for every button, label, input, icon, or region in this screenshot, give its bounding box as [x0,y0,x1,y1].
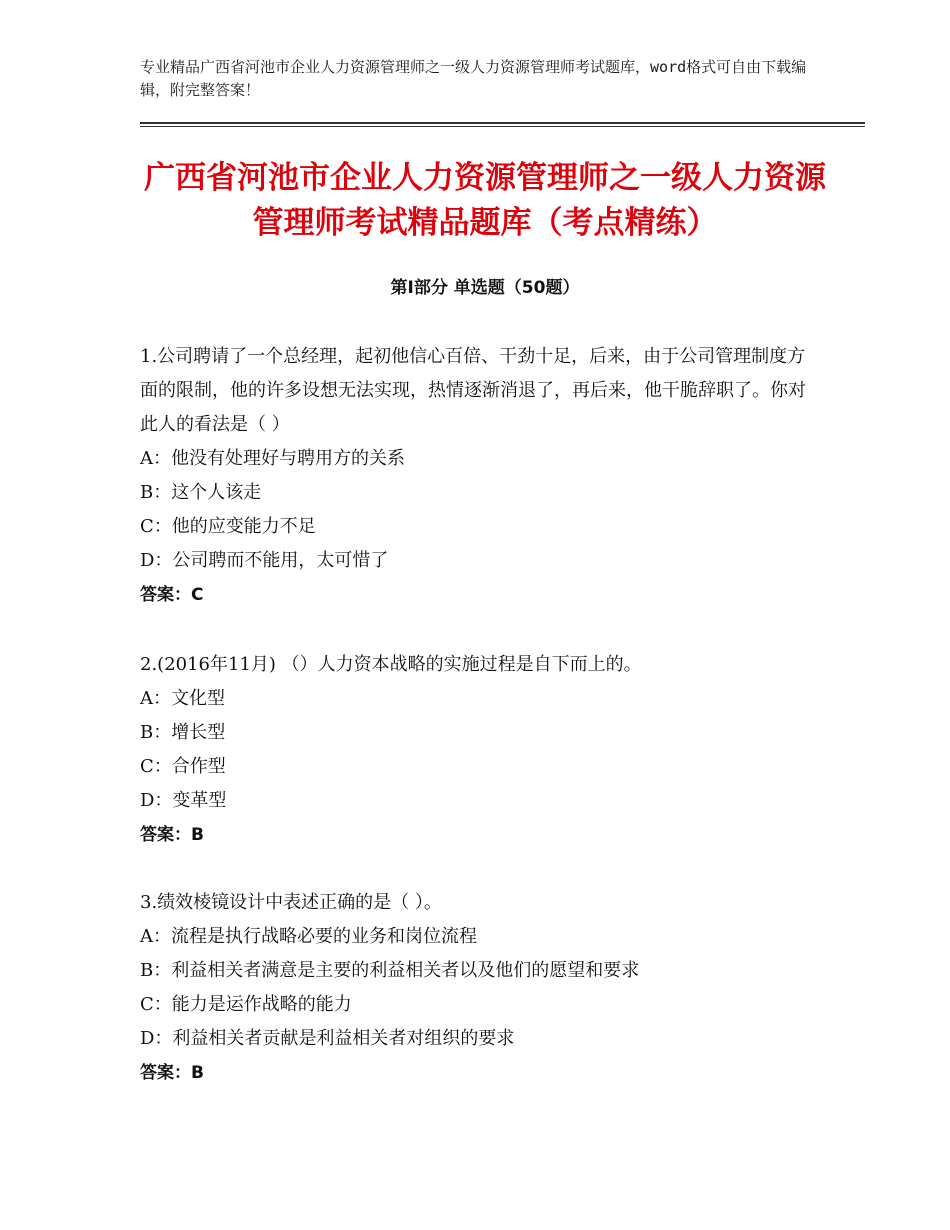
answer-label: 答案：B [140,825,204,845]
document-title: 广西省河池市企业人力资源管理师之一级人力资源管理师考试精品题库（考点精练） [144,160,826,241]
question-stem: 3.绩效棱镜设计中表述正确的是（ ）。 [140,892,442,913]
question-stem: 1.公司聘请了一个总经理，起初他信心百倍、干劲十足，后来，由于公司管理制度方面的限制，他的许多设想无法实现，热情逐渐消退了，再后来，他干脆辞职了。你对此人的看法是（ ） [140,346,806,435]
section-title: 第Ⅰ部分 单选题（50题） [390,278,580,298]
question-1 [140,340,820,612]
option-d: D：变革型 [140,790,227,811]
question-stem: 2.(2016年11月) （）人力资本战略的实施过程是自下而上的。 [140,654,642,675]
option-b: B：增长型 [140,722,226,743]
question-2 [140,648,820,852]
header-divider [140,122,865,124]
option-a: A：文化型 [140,688,225,709]
option-c: C：合作型 [140,756,226,777]
option-c: C：能力是运作战略的能力 [140,994,352,1015]
header-divider-thin [140,126,865,127]
option-c: C：他的应变能力不足 [140,516,316,537]
option-d: D：公司聘而不能用，太可惜了 [140,550,389,571]
answer-label: 答案：C [140,585,204,605]
option-b: B：这个人该走 [140,482,262,503]
option-a: A：他没有处理好与聘用方的关系 [140,448,405,469]
option-b: B：利益相关者满意是主要的利益相关者以及他们的愿望和要求 [140,960,640,981]
question-3 [140,886,820,1090]
answer-label: 答案：B [140,1063,204,1083]
option-a: A：流程是执行战略必要的业务和岗位流程 [140,926,477,947]
header-note: 专业精品广西省河池市企业人力资源管理师之一级人力资源管理师考试题库，word格式可自由下载编辑，附完整答案！ [140,58,807,99]
option-d: D：利益相关者贡献是利益相关者对组织的要求 [140,1028,515,1049]
